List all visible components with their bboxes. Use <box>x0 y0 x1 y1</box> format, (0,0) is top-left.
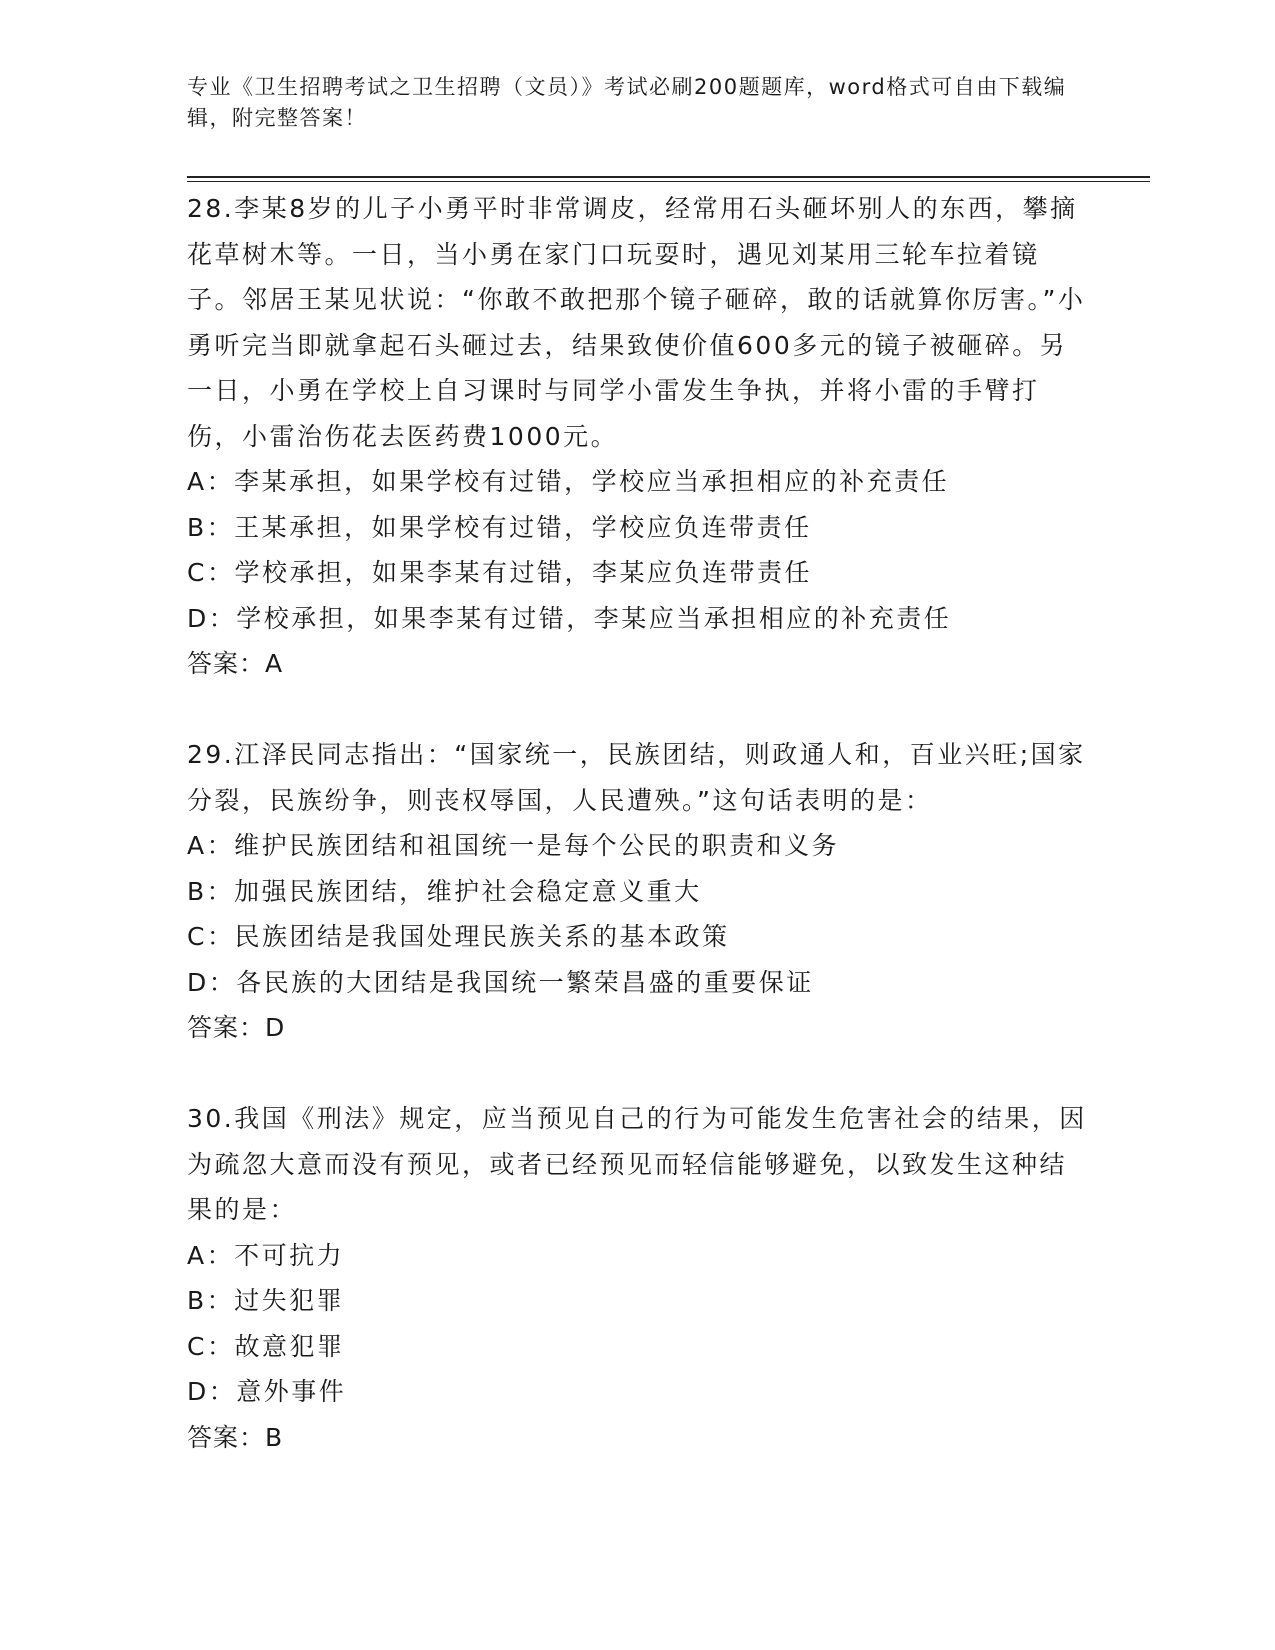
header-rule-thick <box>187 176 1150 178</box>
option-c: C：学校承担，如果李某有过错，李某应负连带责任 <box>187 558 812 587</box>
question-list <box>187 186 1087 1506</box>
option-d: D：学校承担，如果李某有过错，李某应当承担相应的补充责任 <box>187 603 952 633</box>
question-stem: 29.江泽民同志指出：“国家统一，民族团结，则政通人和，百业兴旺;国家分裂，民族纷争，则丧权辱国，人民遭殃。”这句话表明的是： <box>187 740 1086 815</box>
answer-line: 答案：D <box>187 1013 286 1042</box>
option-c: C：故意犯罪 <box>187 1331 345 1361</box>
option-b: B：过失犯罪 <box>187 1286 345 1315</box>
option-c: C：民族团结是我国处理民族关系的基本政策 <box>187 922 730 951</box>
answer-line: 答案：A <box>187 649 284 678</box>
answer-line: 答案：B <box>187 1422 284 1452</box>
option-a: A：不可抗力 <box>187 1240 345 1270</box>
option-list <box>187 823 1087 1005</box>
option-a: A：李某承担，如果学校有过错，学校应当承担相应的补充责任 <box>187 467 950 496</box>
question-28 <box>187 186 1087 687</box>
option-b: B：加强民族团结，维护社会稳定意义重大 <box>187 876 702 906</box>
header-rule-thin <box>187 181 1150 182</box>
option-a: A：维护民族团结和祖国统一是每个公民的职责和义务 <box>187 831 840 860</box>
question-30 <box>187 1096 1087 1460</box>
question-29 <box>187 732 1087 1051</box>
option-d: D：各民族的大团结是我国统一繁荣昌盛的重要保证 <box>187 967 814 997</box>
option-b: B：王某承担，如果学校有过错，学校应负连带责任 <box>187 512 812 542</box>
question-stem: 28.李某8岁的儿子小勇平时非常调皮，经常用石头砸坏别人的东西，攀摘花草树木等。一日，当小勇在家门口玩耍时，遇见刘某用三轮车拉着镜子。邻居王某见状说：“你敢不敢把那个镜子砸碎，敢的话就算你厉害。”小勇听完当即就拿起石头砸过去，结果致使价值600多元的镜子被砸碎。另一日，小勇在学校上自习课时与同学小雷发生争执，并将小雷的手臂打伤，小雷治伤花去医药费1000元。 <box>187 194 1086 451</box>
option-list <box>187 459 1087 641</box>
option-d: D：意外事件 <box>187 1377 347 1406</box>
option-list <box>187 1233 1087 1415</box>
page-header: 专业《卫生招聘考试之卫生招聘（文员）》考试必刷200题题库，word格式可自由下载编辑，附完整答案！ <box>187 75 1067 130</box>
question-stem: 30.我国《刑法》规定，应当预见自己的行为可能发生危害社会的结果，因为疏忽大意而没有预见，或者已经预见而轻信能够避免，以致发生这种结果的是： <box>187 1104 1087 1224</box>
